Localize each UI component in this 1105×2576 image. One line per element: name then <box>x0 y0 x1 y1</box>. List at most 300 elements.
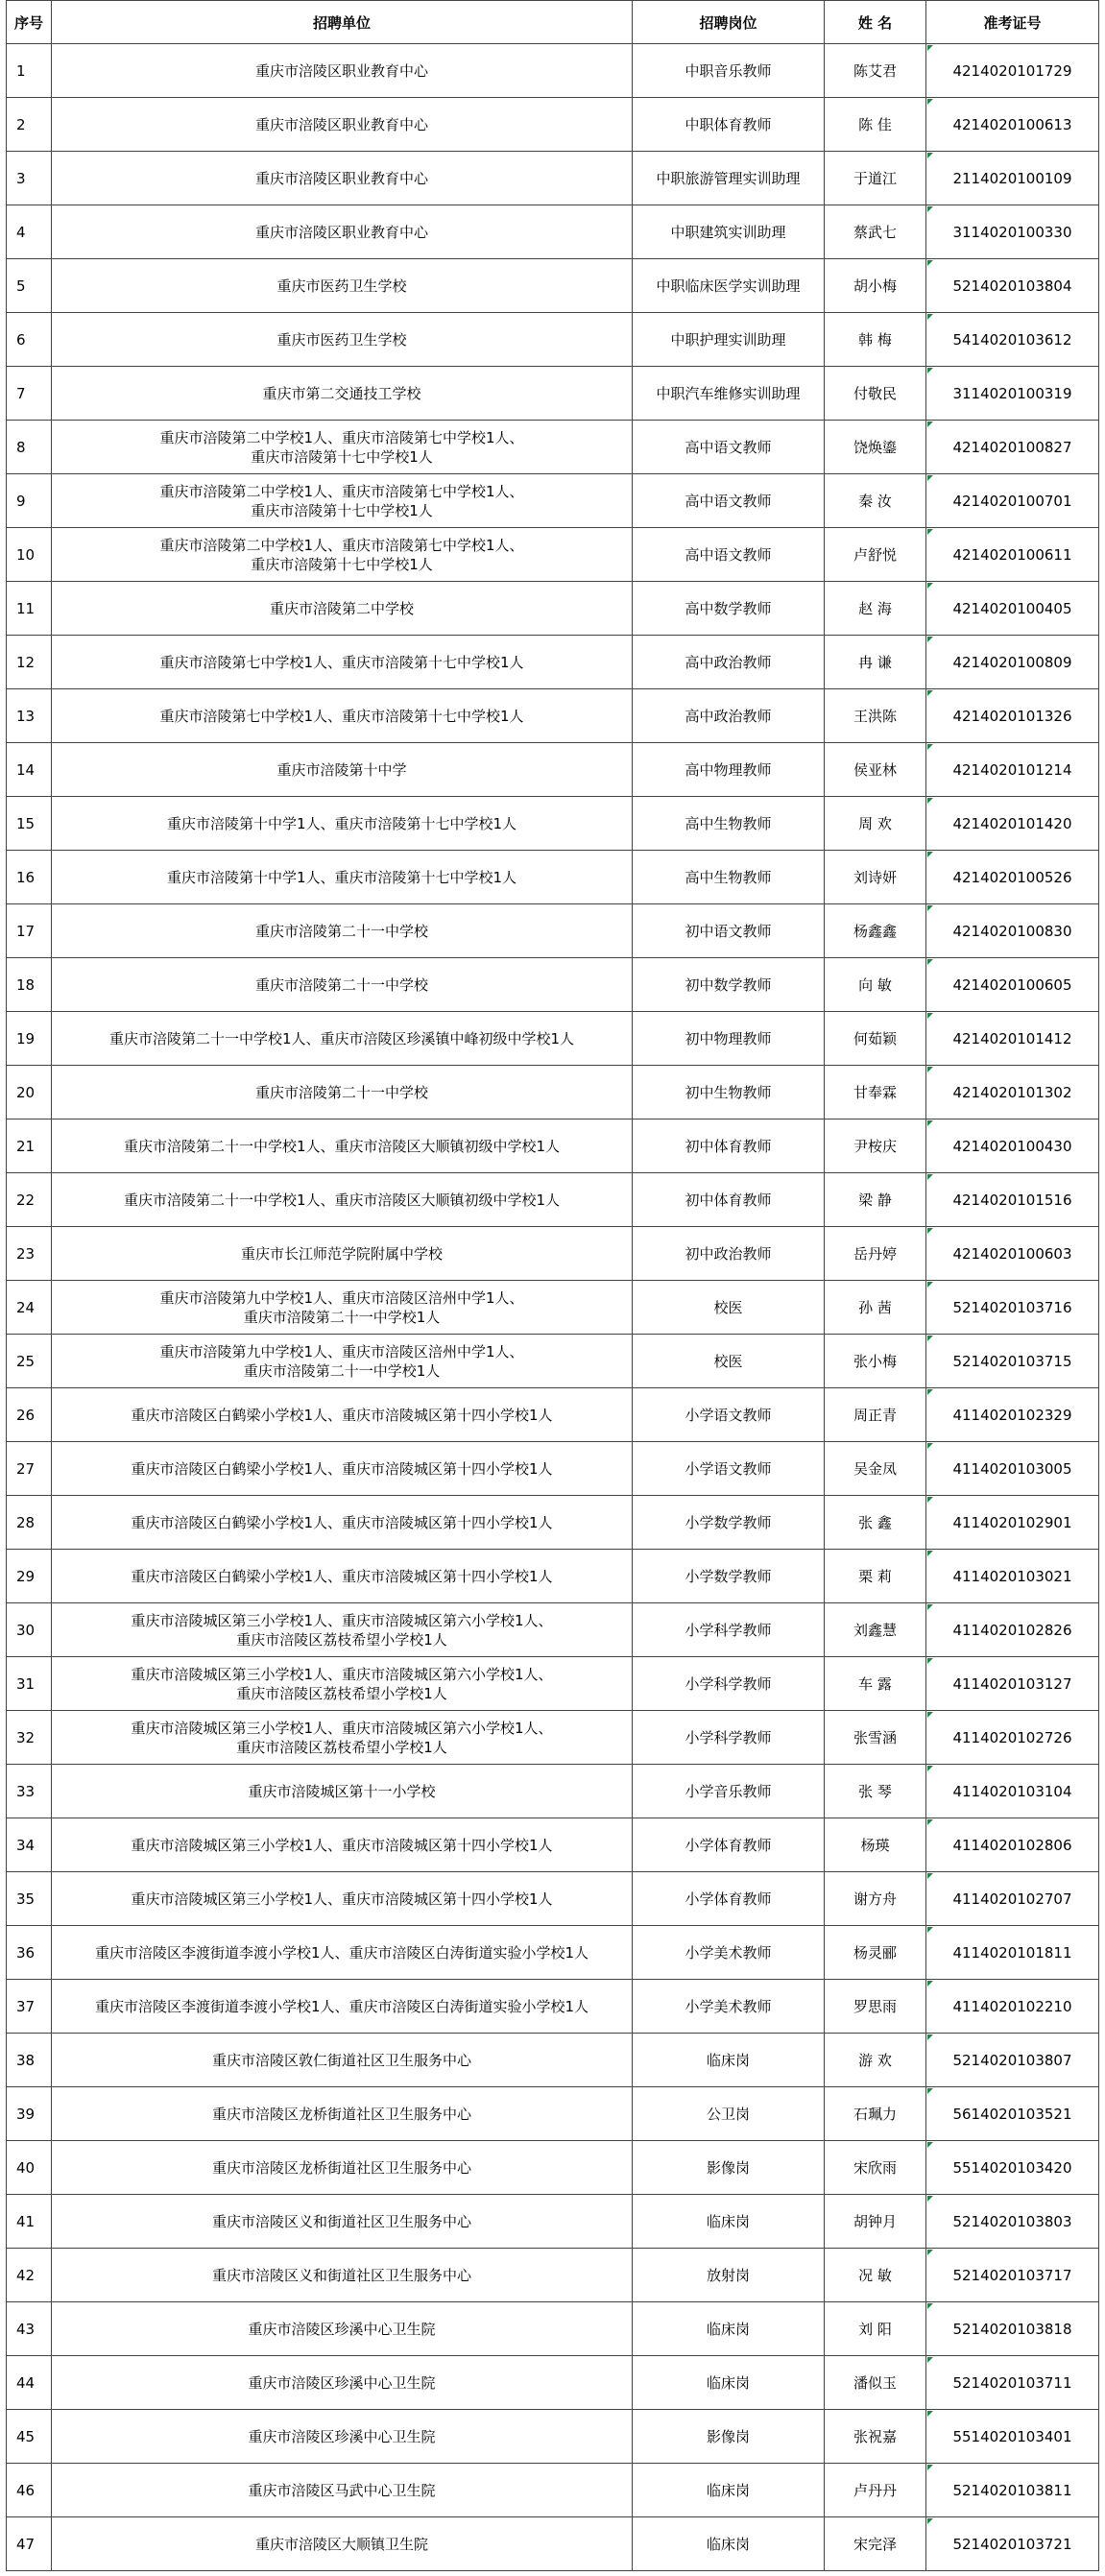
recruiting-unit-line: 重庆市涪陵区白鹤梁小学校1人、重庆市涪陵城区第十四小学校1人 <box>131 1459 553 1478</box>
row-number: 33 <box>7 1765 52 1818</box>
recruiting-unit-line: 重庆市涪陵城区第三小学校1人、重庆市涪陵城区第六小学校1人、 <box>131 1611 553 1629</box>
candidate-name: 杨灵郦 <box>825 1926 926 1980</box>
exam-id: 4214020100430 <box>926 1119 1099 1173</box>
candidate-name: 刘诗妍 <box>825 851 926 904</box>
recruiting-unit <box>52 1550 633 1603</box>
recruiting-unit-line: 重庆市涪陵区白鹤梁小学校1人、重庆市涪陵城区第十四小学校1人 <box>131 1406 553 1424</box>
row-number: 6 <box>7 313 52 367</box>
table-row <box>7 689 1099 743</box>
row-number: 23 <box>7 1227 52 1281</box>
recruiting-unit-line: 重庆市涪陵区珍溪中心卫生院 <box>248 2373 436 2392</box>
exam-id: 4114020103104 <box>926 1765 1099 1818</box>
candidate-name: 栗 莉 <box>825 1550 926 1603</box>
row-number: 32 <box>7 1711 52 1765</box>
recruiting-unit-line: 重庆市涪陵区职业教育中心 <box>254 223 428 241</box>
exam-id: 4114020102707 <box>926 1872 1099 1926</box>
row-number: 46 <box>7 2464 52 2517</box>
candidate-name: 韩 梅 <box>825 313 926 367</box>
recruiting-unit-line: 重庆市涪陵城区第三小学校1人、重庆市涪陵城区第十四小学校1人 <box>131 1836 553 1854</box>
recruiting-unit <box>52 528 633 582</box>
exam-id: 4214020100526 <box>926 851 1099 904</box>
candidate-name: 陈 佳 <box>825 98 926 152</box>
job-position: 中职临床医学实训助理 <box>633 259 825 313</box>
job-position: 高中数学教师 <box>633 582 825 636</box>
exam-id: 5214020103804 <box>926 259 1099 313</box>
recruiting-unit <box>52 2034 633 2087</box>
exam-id: 5214020103721 <box>926 2517 1099 2571</box>
job-position: 临床岗 <box>633 2034 825 2087</box>
candidate-name: 冉 谦 <box>825 636 926 689</box>
exam-id: 5214020103716 <box>926 1281 1099 1335</box>
row-number: 31 <box>7 1657 52 1711</box>
row-number: 27 <box>7 1442 52 1496</box>
job-position: 小学数学教师 <box>633 1550 825 1603</box>
recruiting-unit-line: 重庆市涪陵第二中学校 <box>269 599 414 617</box>
table-row <box>7 958 1099 1012</box>
recruiting-unit-line: 重庆市涪陵区荔枝希望小学校1人 <box>236 1630 447 1649</box>
candidate-name: 何茹颖 <box>825 1012 926 1066</box>
recruiting-unit <box>52 1818 633 1872</box>
exam-id: 5214020103717 <box>926 2249 1099 2302</box>
recruiting-unit-line: 重庆市涪陵第七中学校1人、重庆市涪陵第十七中学校1人 <box>159 707 524 725</box>
recruiting-unit <box>52 1227 633 1281</box>
recruiting-unit-line: 重庆市涪陵区龙桥街道社区卫生服务中心 <box>211 2105 471 2123</box>
table-row <box>7 2141 1099 2195</box>
recruiting-unit <box>52 1281 633 1335</box>
row-number: 40 <box>7 2141 52 2195</box>
recruiting-unit-line: 重庆市涪陵第二中学校1人、重庆市涪陵第七中学校1人、 <box>159 536 524 554</box>
recruiting-unit-line: 重庆市涪陵第十中学 <box>276 760 407 779</box>
table-row <box>7 2195 1099 2249</box>
candidate-name: 侯亚林 <box>825 743 926 797</box>
recruiting-unit-line: 重庆市涪陵第十中学1人、重庆市涪陵第十七中学校1人 <box>166 868 517 886</box>
candidate-name: 张雪涵 <box>825 1711 926 1765</box>
exam-id: 5514020103420 <box>926 2141 1099 2195</box>
recruiting-unit <box>52 1173 633 1227</box>
candidate-name: 赵 海 <box>825 582 926 636</box>
candidate-name: 周 欢 <box>825 797 926 851</box>
table-row <box>7 582 1099 636</box>
recruiting-unit-line: 重庆市涪陵城区第三小学校1人、重庆市涪陵城区第十四小学校1人 <box>131 1890 553 1908</box>
candidate-table <box>6 0 1099 2571</box>
recruiting-unit-line: 重庆市涪陵第九中学校1人、重庆市涪陵区涪州中学1人、 <box>159 1342 524 1360</box>
exam-id: 4214020101214 <box>926 743 1099 797</box>
candidate-name: 陈艾君 <box>825 44 926 98</box>
recruiting-unit <box>52 2249 633 2302</box>
job-position: 小学美术教师 <box>633 1926 825 1980</box>
table-row <box>7 2249 1099 2302</box>
candidate-name: 刘鑫慧 <box>825 1603 926 1657</box>
job-position: 公卫岗 <box>633 2087 825 2141</box>
table-row <box>7 1711 1099 1765</box>
candidate-name: 孙 茜 <box>825 1281 926 1335</box>
recruiting-unit <box>52 367 633 421</box>
job-position: 小学科学教师 <box>633 1603 825 1657</box>
table-row <box>7 904 1099 958</box>
table-row <box>7 1227 1099 1281</box>
job-position: 小学语文教师 <box>633 1442 825 1496</box>
row-number: 41 <box>7 2195 52 2249</box>
job-position: 影像岗 <box>633 2141 825 2195</box>
recruiting-unit-line: 重庆市涪陵区荔枝希望小学校1人 <box>236 1738 447 1756</box>
candidate-name: 张 鑫 <box>825 1496 926 1550</box>
recruiting-unit-line: 重庆市涪陵第二十一中学校1人、重庆市涪陵区珍溪镇中峰初级中学校1人 <box>108 1029 575 1047</box>
recruiting-unit-line: 重庆市涪陵区敦仁街道社区卫生服务中心 <box>211 2051 471 2069</box>
table-row <box>7 743 1099 797</box>
row-number: 25 <box>7 1335 52 1388</box>
recruiting-unit-line: 重庆市涪陵区义和街道社区卫生服务中心 <box>211 2212 471 2230</box>
exam-id: 5214020103711 <box>926 2356 1099 2410</box>
table-row <box>7 2087 1099 2141</box>
job-position: 影像岗 <box>633 2410 825 2464</box>
row-number: 34 <box>7 1818 52 1872</box>
recruiting-unit-line: 重庆市涪陵区珍溪中心卫生院 <box>248 2320 436 2338</box>
exam-id: 3114020100319 <box>926 367 1099 421</box>
candidate-name: 车 露 <box>825 1657 926 1711</box>
job-position: 临床岗 <box>633 2517 825 2571</box>
exam-id: 5214020103803 <box>926 2195 1099 2249</box>
candidate-name: 秦 汝 <box>825 474 926 528</box>
job-position: 小学语文教师 <box>633 1388 825 1442</box>
row-number: 39 <box>7 2087 52 2141</box>
job-position: 小学体育教师 <box>633 1818 825 1872</box>
recruiting-unit <box>52 1119 633 1173</box>
candidate-name: 胡小梅 <box>825 259 926 313</box>
job-position: 初中语文教师 <box>633 904 825 958</box>
exam-id: 4214020100701 <box>926 474 1099 528</box>
row-number: 42 <box>7 2249 52 2302</box>
table-row <box>7 2034 1099 2087</box>
recruiting-unit-line: 重庆市涪陵第二中学校1人、重庆市涪陵第七中学校1人、 <box>159 428 524 446</box>
recruiting-unit-line: 重庆市涪陵第二十一中学校 <box>254 975 428 994</box>
row-number: 12 <box>7 636 52 689</box>
recruiting-unit-line: 重庆市涪陵区白鹤梁小学校1人、重庆市涪陵城区第十四小学校1人 <box>131 1513 553 1531</box>
recruiting-unit <box>52 958 633 1012</box>
recruiting-unit <box>52 797 633 851</box>
table-row <box>7 1012 1099 1066</box>
candidate-name: 岳丹婷 <box>825 1227 926 1281</box>
candidate-name: 杨瑛 <box>825 1818 926 1872</box>
exam-id: 4114020102826 <box>926 1603 1099 1657</box>
recruiting-unit <box>52 1872 633 1926</box>
recruiting-unit-line: 重庆市涪陵第二十一中学校1人 <box>243 1361 441 1380</box>
table-row <box>7 1765 1099 1818</box>
recruiting-unit <box>52 2410 633 2464</box>
job-position: 初中体育教师 <box>633 1173 825 1227</box>
recruiting-unit-line: 重庆市涪陵第二十一中学校 <box>254 922 428 940</box>
recruiting-unit <box>52 851 633 904</box>
table-row <box>7 1335 1099 1388</box>
exam-id: 4114020101811 <box>926 1926 1099 1980</box>
header-unit: 招聘单位 <box>52 1 633 44</box>
recruiting-unit-line: 重庆市涪陵第二十一中学校1人、重庆市涪陵区大顺镇初级中学校1人 <box>123 1137 561 1155</box>
recruiting-unit-line: 重庆市涪陵区马武中心卫生院 <box>248 2481 436 2499</box>
candidate-name: 胡钟月 <box>825 2195 926 2249</box>
recruiting-unit <box>52 1980 633 2034</box>
job-position: 中职汽车维修实训助理 <box>633 367 825 421</box>
row-number: 14 <box>7 743 52 797</box>
recruiting-unit-line: 重庆市涪陵区职业教育中心 <box>254 115 428 133</box>
exam-id: 4114020102901 <box>926 1496 1099 1550</box>
header-row <box>7 1 1099 44</box>
exam-id: 4114020103005 <box>926 1442 1099 1496</box>
recruiting-unit <box>52 2517 633 2571</box>
recruiting-unit <box>52 1388 633 1442</box>
row-number: 19 <box>7 1012 52 1066</box>
table-row <box>7 313 1099 367</box>
candidate-name: 刘 阳 <box>825 2302 926 2356</box>
candidate-name: 谢方舟 <box>825 1872 926 1926</box>
recruiting-unit-line: 重庆市涪陵区职业教育中心 <box>254 169 428 187</box>
candidate-name: 张祝嘉 <box>825 2410 926 2464</box>
job-position: 小学数学教师 <box>633 1496 825 1550</box>
header-name: 姓 名 <box>825 1 926 44</box>
recruiting-unit-line: 重庆市涪陵区龙桥街道社区卫生服务中心 <box>211 2158 471 2177</box>
table-row <box>7 367 1099 421</box>
row-number: 20 <box>7 1066 52 1119</box>
job-position: 高中语文教师 <box>633 474 825 528</box>
row-number: 7 <box>7 367 52 421</box>
candidate-name: 石珮力 <box>825 2087 926 2141</box>
table-row <box>7 1281 1099 1335</box>
row-number: 8 <box>7 421 52 474</box>
job-position: 临床岗 <box>633 2356 825 2410</box>
recruiting-unit <box>52 313 633 367</box>
job-position: 临床岗 <box>633 2195 825 2249</box>
recruiting-unit <box>52 2464 633 2517</box>
table-row <box>7 1603 1099 1657</box>
exam-id: 5214020103811 <box>926 2464 1099 2517</box>
candidate-name: 宋完泽 <box>825 2517 926 2571</box>
row-number: 37 <box>7 1980 52 2034</box>
exam-id: 4214020101412 <box>926 1012 1099 1066</box>
job-position: 中职体育教师 <box>633 98 825 152</box>
exam-id: 4114020102329 <box>926 1388 1099 1442</box>
job-position: 初中生物教师 <box>633 1066 825 1119</box>
row-number: 28 <box>7 1496 52 1550</box>
job-position: 中职护理实训助理 <box>633 313 825 367</box>
job-position: 高中生物教师 <box>633 797 825 851</box>
recruiting-unit <box>52 2087 633 2141</box>
job-position: 小学科学教师 <box>633 1657 825 1711</box>
table-row <box>7 1442 1099 1496</box>
exam-id: 4214020101516 <box>926 1173 1099 1227</box>
job-position: 初中物理教师 <box>633 1012 825 1066</box>
row-number: 15 <box>7 797 52 851</box>
candidate-name: 宋欣雨 <box>825 2141 926 2195</box>
table-row <box>7 2410 1099 2464</box>
recruiting-unit-line: 重庆市涪陵区珍溪中心卫生院 <box>248 2427 436 2445</box>
exam-id: 5414020103612 <box>926 313 1099 367</box>
exam-id: 4214020101326 <box>926 689 1099 743</box>
exam-id: 4214020100611 <box>926 528 1099 582</box>
row-number: 38 <box>7 2034 52 2087</box>
recruiting-unit-line: 重庆市涪陵城区第三小学校1人、重庆市涪陵城区第六小学校1人、 <box>131 1719 553 1737</box>
exam-id: 4214020100405 <box>926 582 1099 636</box>
job-position: 放射岗 <box>633 2249 825 2302</box>
table-row <box>7 636 1099 689</box>
recruiting-unit-line: 重庆市涪陵第二中学校1人、重庆市涪陵第七中学校1人、 <box>159 482 524 500</box>
table-row <box>7 1818 1099 1872</box>
job-position: 校医 <box>633 1281 825 1335</box>
job-position: 中职建筑实训助理 <box>633 205 825 259</box>
recruiting-unit <box>52 1066 633 1119</box>
table-row <box>7 205 1099 259</box>
table-row <box>7 2302 1099 2356</box>
exam-id: 4214020100605 <box>926 958 1099 1012</box>
row-number: 45 <box>7 2410 52 2464</box>
recruiting-unit-line: 重庆市涪陵第十中学1人、重庆市涪陵第十七中学校1人 <box>166 814 517 832</box>
candidate-name: 罗思雨 <box>825 1980 926 2034</box>
table-row <box>7 1980 1099 2034</box>
row-number: 10 <box>7 528 52 582</box>
table-row <box>7 2464 1099 2517</box>
job-position: 校医 <box>633 1335 825 1388</box>
recruiting-unit <box>52 1711 633 1765</box>
row-number: 9 <box>7 474 52 528</box>
recruiting-unit <box>52 98 633 152</box>
exam-id: 4214020100809 <box>926 636 1099 689</box>
job-position: 中职音乐教师 <box>633 44 825 98</box>
job-position: 初中体育教师 <box>633 1119 825 1173</box>
table-row <box>7 797 1099 851</box>
recruiting-unit <box>52 2302 633 2356</box>
table-row <box>7 1872 1099 1926</box>
candidate-name: 周正青 <box>825 1388 926 1442</box>
job-position: 初中政治教师 <box>633 1227 825 1281</box>
recruiting-unit-line: 重庆市涪陵城区第十一小学校 <box>248 1782 436 1800</box>
job-position: 高中政治教师 <box>633 689 825 743</box>
recruiting-unit <box>52 1335 633 1388</box>
exam-id: 4114020102210 <box>926 1980 1099 2034</box>
exam-id: 4214020100613 <box>926 98 1099 152</box>
row-number: 47 <box>7 2517 52 2571</box>
recruiting-unit-line: 重庆市涪陵区李渡街道李渡小学校1人、重庆市涪陵区白涛街道实验小学校1人 <box>94 1943 589 1962</box>
recruiting-unit <box>52 152 633 205</box>
recruiting-unit <box>52 474 633 528</box>
job-position: 高中政治教师 <box>633 636 825 689</box>
row-number: 44 <box>7 2356 52 2410</box>
recruiting-unit-line: 重庆市涪陵第九中学校1人、重庆市涪陵区涪州中学1人、 <box>159 1288 524 1307</box>
candidate-name: 饶焕鎏 <box>825 421 926 474</box>
recruiting-unit <box>52 582 633 636</box>
recruiting-unit-line: 重庆市涪陵区职业教育中心 <box>254 61 428 80</box>
candidate-name: 吴金凤 <box>825 1442 926 1496</box>
recruiting-unit-line: 重庆市涪陵城区第三小学校1人、重庆市涪陵城区第六小学校1人、 <box>131 1665 553 1683</box>
row-number: 18 <box>7 958 52 1012</box>
job-position: 临床岗 <box>633 2464 825 2517</box>
table-row <box>7 1066 1099 1119</box>
table-row <box>7 474 1099 528</box>
candidate-name: 付敬民 <box>825 367 926 421</box>
candidate-name: 张小梅 <box>825 1335 926 1388</box>
table-row <box>7 1119 1099 1173</box>
recruiting-unit-line: 重庆市涪陵区白鹤梁小学校1人、重庆市涪陵城区第十四小学校1人 <box>131 1567 553 1585</box>
exam-id: 4214020100830 <box>926 904 1099 958</box>
recruiting-unit <box>52 1012 633 1066</box>
table-row <box>7 259 1099 313</box>
recruiting-unit <box>52 2356 633 2410</box>
recruiting-unit <box>52 2195 633 2249</box>
recruiting-unit <box>52 2141 633 2195</box>
table-row <box>7 2356 1099 2410</box>
candidate-name: 王洪陈 <box>825 689 926 743</box>
candidate-name: 向 敏 <box>825 958 926 1012</box>
recruiting-unit-line: 重庆市涪陵第七中学校1人、重庆市涪陵第十七中学校1人 <box>159 653 524 671</box>
header-exam-id: 准考证号 <box>926 1 1099 44</box>
job-position: 临床岗 <box>633 2302 825 2356</box>
candidate-name: 况 敏 <box>825 2249 926 2302</box>
table-row <box>7 1657 1099 1711</box>
candidate-name: 蔡武七 <box>825 205 926 259</box>
results-sheet <box>6 0 1098 2571</box>
candidate-name: 卢丹丹 <box>825 2464 926 2517</box>
exam-id: 4214020101302 <box>926 1066 1099 1119</box>
table-row <box>7 851 1099 904</box>
exam-id: 5614020103521 <box>926 2087 1099 2141</box>
job-position: 高中语文教师 <box>633 528 825 582</box>
exam-id: 4214020100603 <box>926 1227 1099 1281</box>
job-position: 小学体育教师 <box>633 1872 825 1926</box>
recruiting-unit-line: 重庆市涪陵第十七中学校1人 <box>251 501 433 519</box>
table-row <box>7 1926 1099 1980</box>
header-no: 序号 <box>7 1 52 44</box>
candidate-name: 甘奉霖 <box>825 1066 926 1119</box>
recruiting-unit <box>52 44 633 98</box>
candidate-name: 卢舒悦 <box>825 528 926 582</box>
exam-id: 4214020101420 <box>926 797 1099 851</box>
recruiting-unit <box>52 1603 633 1657</box>
recruiting-unit <box>52 743 633 797</box>
table-row <box>7 1173 1099 1227</box>
row-number: 35 <box>7 1872 52 1926</box>
candidate-name: 尹桉庆 <box>825 1119 926 1173</box>
recruiting-unit <box>52 1442 633 1496</box>
row-number: 3 <box>7 152 52 205</box>
candidate-name: 梁 静 <box>825 1173 926 1227</box>
row-number: 29 <box>7 1550 52 1603</box>
row-number: 26 <box>7 1388 52 1442</box>
recruiting-unit-line: 重庆市第二交通技工学校 <box>262 384 421 402</box>
recruiting-unit <box>52 636 633 689</box>
exam-id: 4114020102806 <box>926 1818 1099 1872</box>
exam-id: 3114020100330 <box>926 205 1099 259</box>
recruiting-unit-line: 重庆市涪陵第二十一中学校1人 <box>243 1308 441 1326</box>
recruiting-unit-line: 重庆市涪陵第二十一中学校1人、重庆市涪陵区大顺镇初级中学校1人 <box>123 1191 561 1209</box>
row-number: 30 <box>7 1603 52 1657</box>
table-row <box>7 98 1099 152</box>
recruiting-unit <box>52 689 633 743</box>
exam-id: 5214020103715 <box>926 1335 1099 1388</box>
table-row <box>7 2517 1099 2571</box>
recruiting-unit-line: 重庆市涪陵区李渡街道李渡小学校1人、重庆市涪陵区白涛街道实验小学校1人 <box>94 1997 589 2015</box>
recruiting-unit <box>52 1496 633 1550</box>
recruiting-unit <box>52 1657 633 1711</box>
row-number: 24 <box>7 1281 52 1335</box>
recruiting-unit <box>52 1765 633 1818</box>
recruiting-unit-line: 重庆市涪陵区荔枝希望小学校1人 <box>236 1684 447 1702</box>
header-job: 招聘岗位 <box>633 1 825 44</box>
exam-id: 5214020103818 <box>926 2302 1099 2356</box>
exam-id: 5214020103807 <box>926 2034 1099 2087</box>
job-position: 小学美术教师 <box>633 1980 825 2034</box>
row-number: 21 <box>7 1119 52 1173</box>
row-number: 16 <box>7 851 52 904</box>
row-number: 5 <box>7 259 52 313</box>
recruiting-unit-line: 重庆市医药卫生学校 <box>276 330 407 349</box>
recruiting-unit <box>52 205 633 259</box>
candidate-name: 张 琴 <box>825 1765 926 1818</box>
